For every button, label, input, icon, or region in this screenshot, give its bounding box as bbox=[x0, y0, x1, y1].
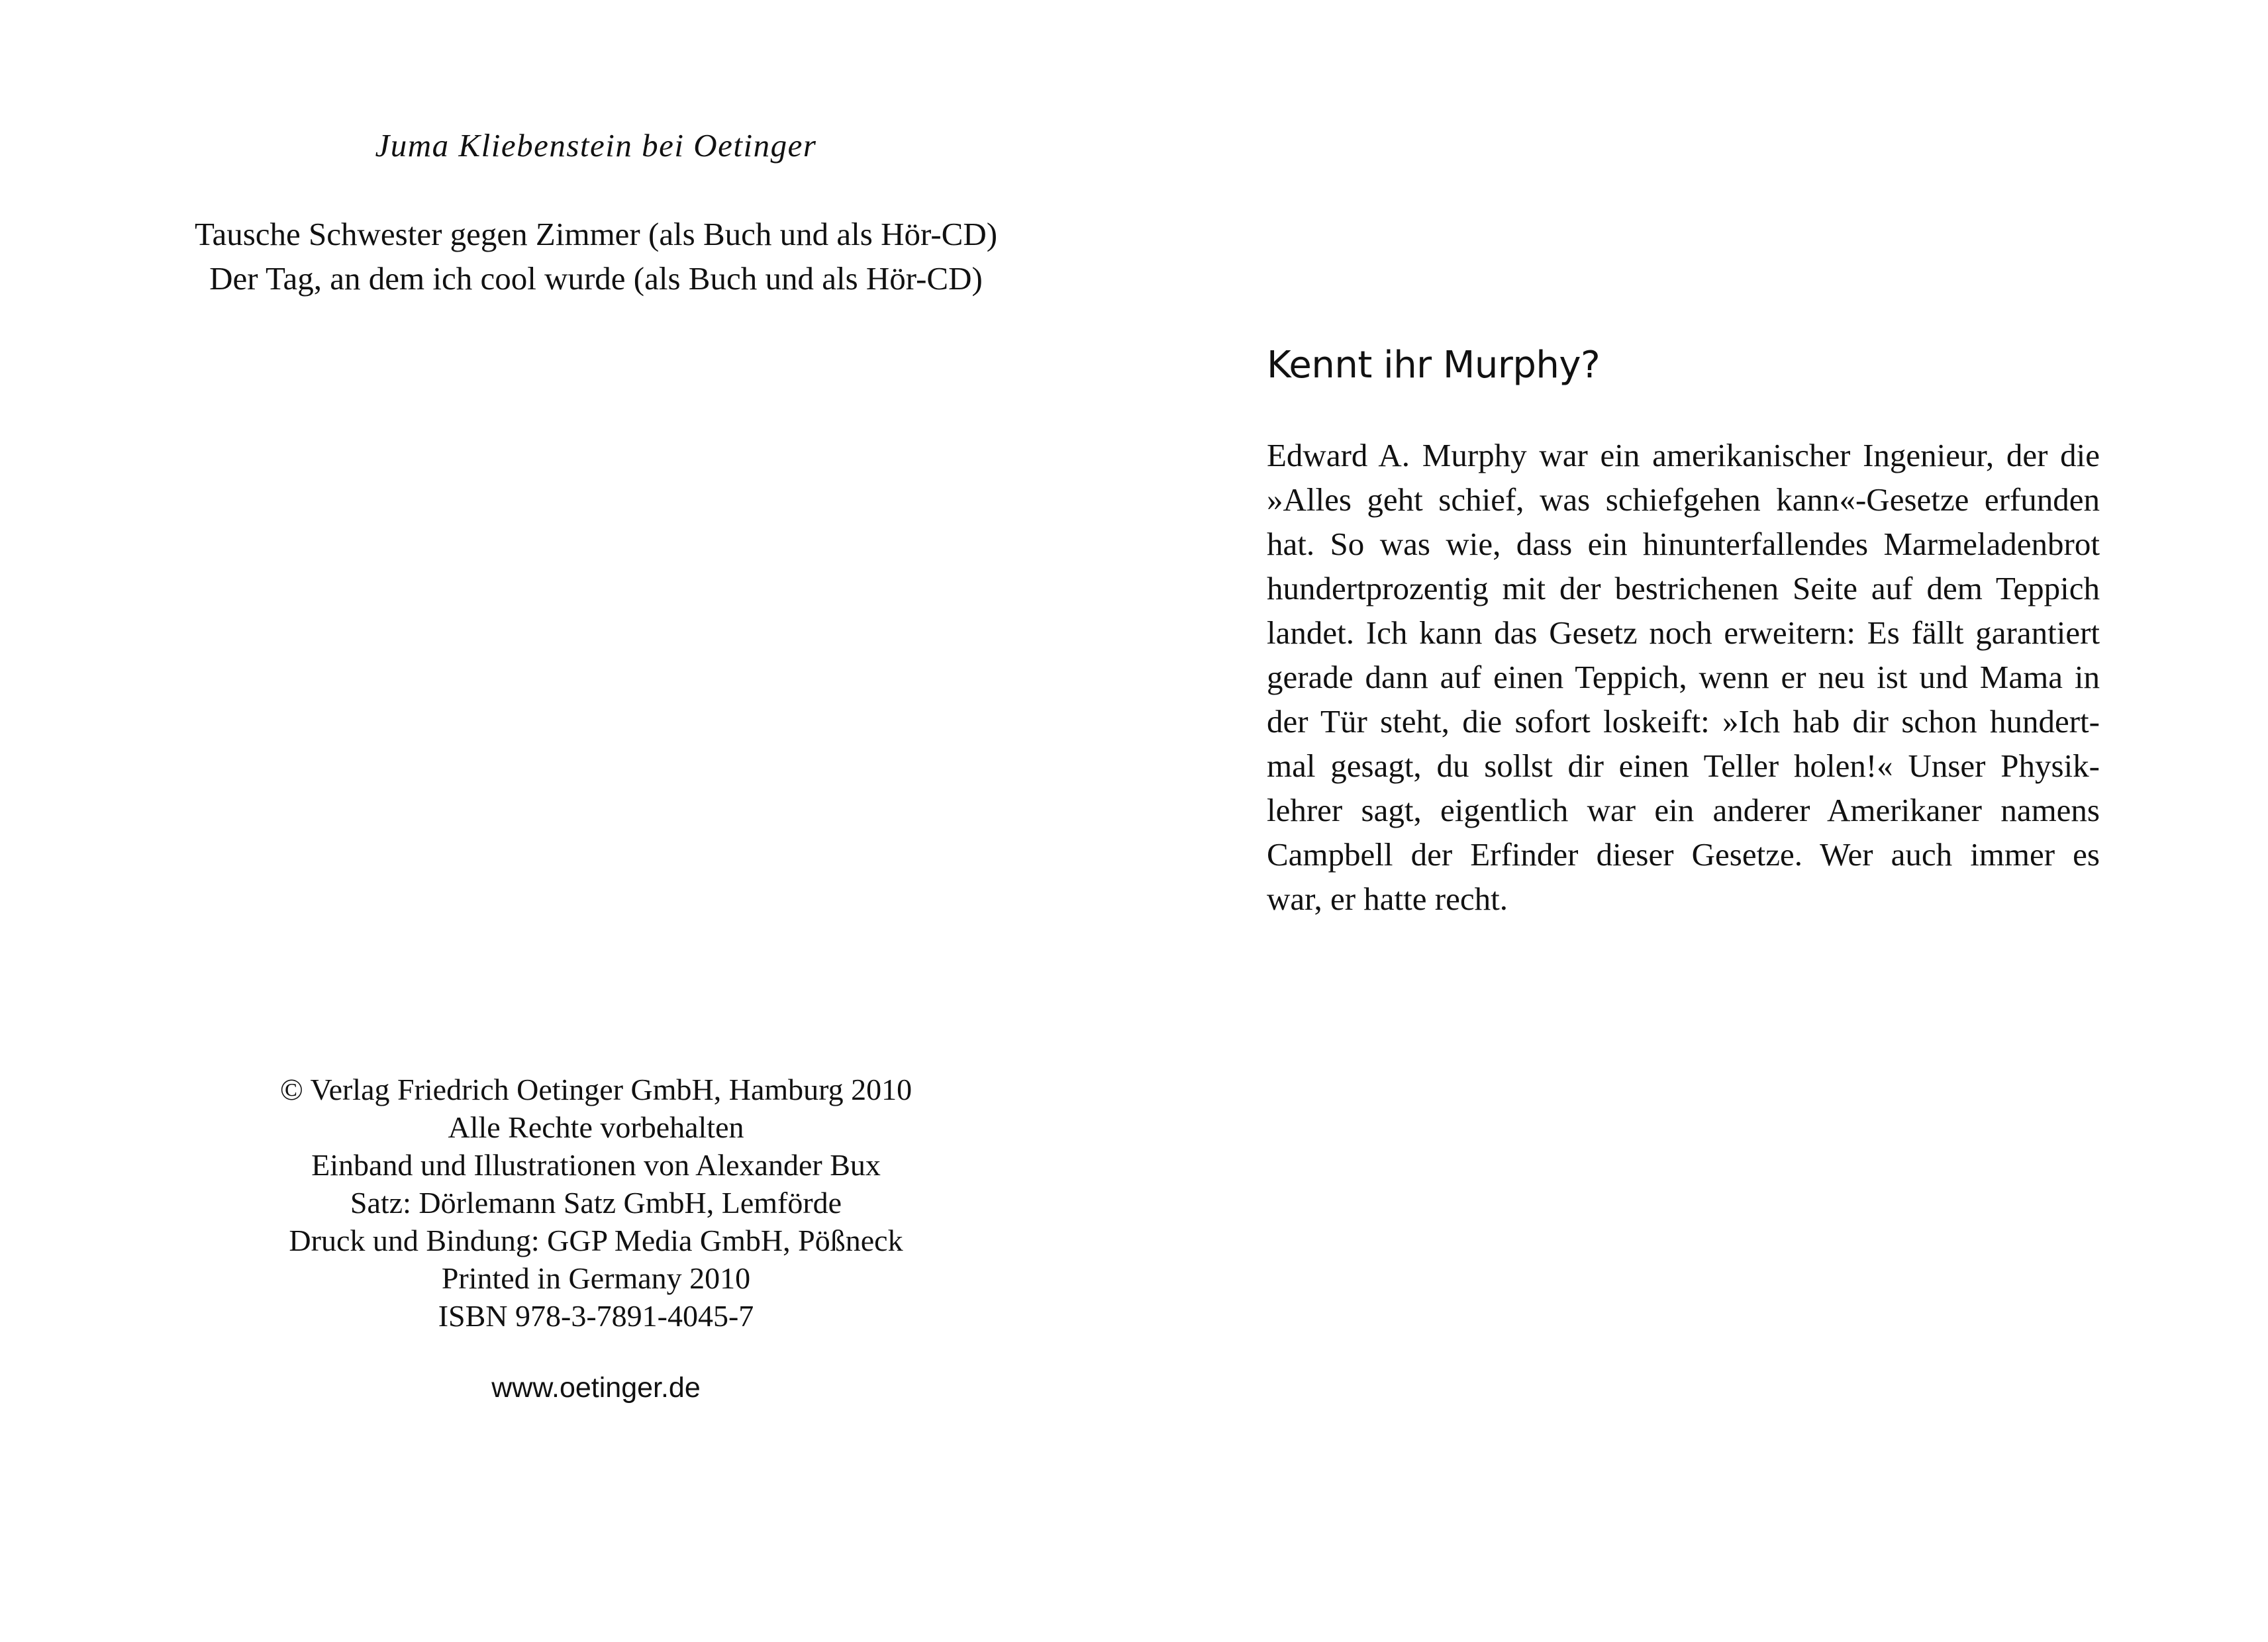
imprint-block bbox=[0, 1071, 1192, 1335]
chapter-body bbox=[1267, 433, 2100, 921]
body-line: war, er hatte recht. bbox=[1267, 881, 1508, 917]
body-line: Edward A. Murphy war ein amerikanischer Ingenieur, der die bbox=[1267, 437, 2100, 473]
right-page bbox=[1134, 0, 2268, 1642]
body-line: »Alles geht schief, was schiefgehen kann«-Gesetze erfunden bbox=[1267, 481, 2100, 518]
copyright-line: © Verlag Friedrich Oetinger GmbH, Hamburg 2010 bbox=[279, 1073, 912, 1106]
printing-line: Druck und Bindung: GGP Media GmbH, Pößneck bbox=[289, 1224, 903, 1257]
body-line: der Tür steht, die sofort loskeift: »Ich hab dir schon hundert- bbox=[1267, 703, 2100, 740]
book-title-2: Der Tag, an dem ich cool wurde (als Buch und als Hör-CD) bbox=[209, 260, 983, 297]
body-line: gerade dann auf einen Teppich, wenn er neu ist und Mama in bbox=[1267, 659, 2100, 695]
body-line: Campbell der Erfinder dieser Gesetze. Wer auch immer es bbox=[1267, 836, 2100, 873]
author-books-heading: Juma Kliebenstein bei Oetinger bbox=[375, 127, 817, 164]
body-line: mal gesagt, du sollst dir einen Teller holen!« Unser Physik- bbox=[1267, 748, 2100, 784]
printed-in-line: Printed in Germany 2010 bbox=[441, 1261, 751, 1295]
isbn-line: ISBN 978-3-7891-4045-7 bbox=[438, 1299, 754, 1333]
illustrations-line: Einband und Illustrationen von Alexander Bux bbox=[311, 1148, 881, 1182]
book-title-1: Tausche Schwester gegen Zimmer (als Buch und als Hör-CD) bbox=[194, 216, 998, 252]
chapter-title: Kennt ihr Murphy? bbox=[1267, 344, 1601, 387]
body-line: lehrer sagt, eigentlich war ein anderer Amerikaner namens bbox=[1267, 792, 2100, 828]
body-line: hundertprozentig mit der bestrichenen Seite auf dem Teppich bbox=[1267, 570, 2100, 606]
rights-line: Alle Rechte vorbehalten bbox=[448, 1110, 744, 1144]
body-line: hat. So was wie, dass ein hinunterfallendes Marmeladenbrot bbox=[1267, 526, 2100, 562]
publisher-website: www.oetinger.de bbox=[491, 1372, 701, 1404]
other-books-list bbox=[0, 212, 1192, 301]
body-line: landet. Ich kann das Gesetz noch erweitern: Es fällt garantiert bbox=[1267, 614, 2100, 651]
typesetting-line: Satz: Dörlemann Satz GmbH, Lemförde bbox=[350, 1186, 842, 1220]
